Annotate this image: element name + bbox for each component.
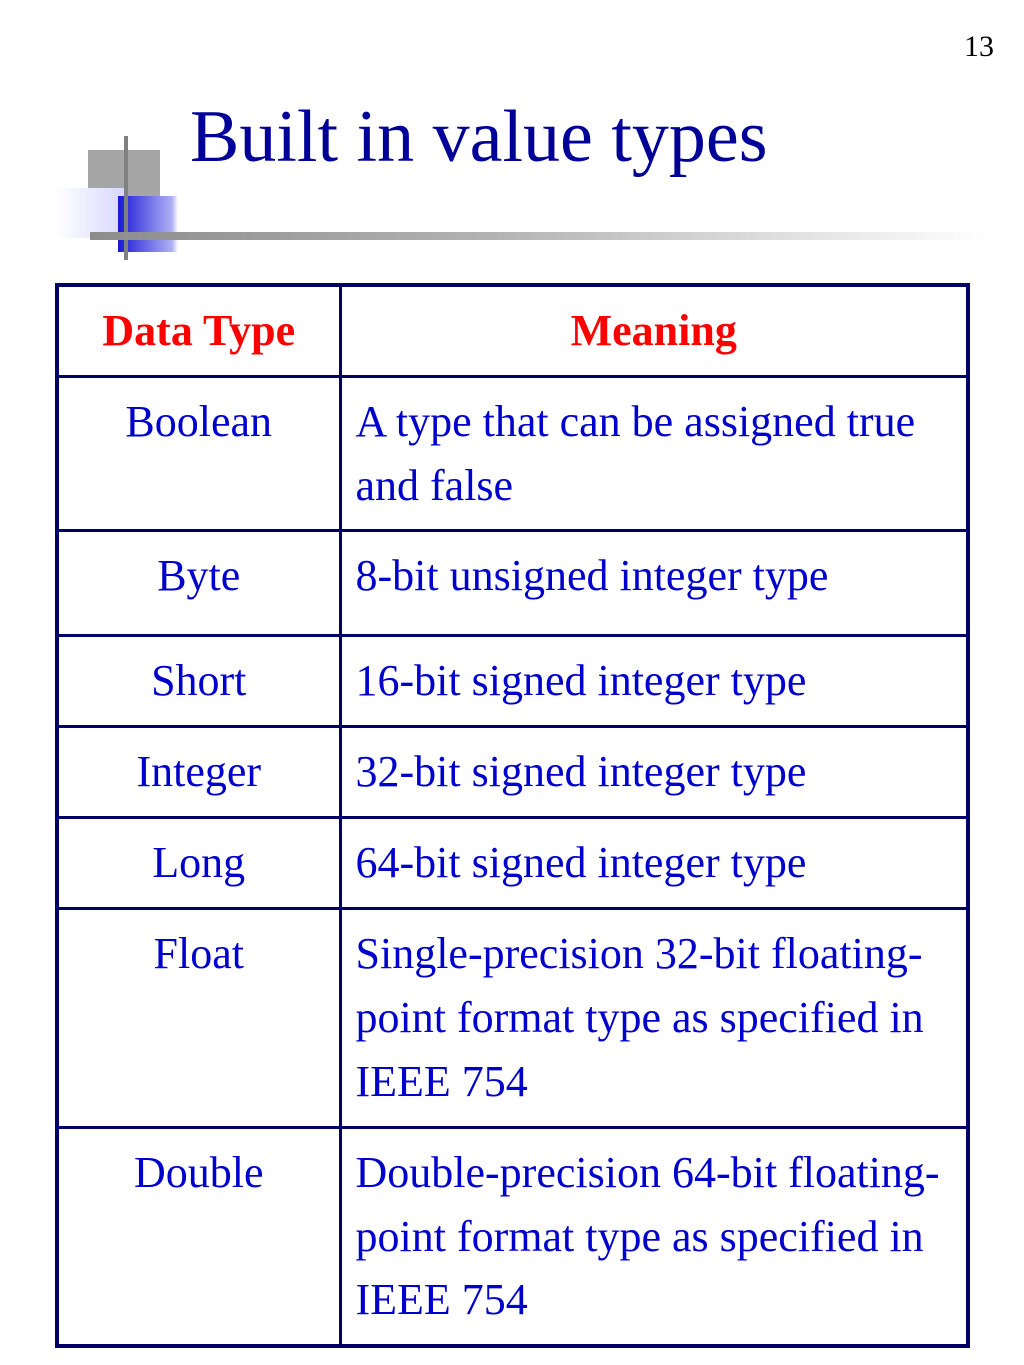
type-cell: Double (57, 1127, 340, 1346)
table-header-row (57, 285, 968, 376)
type-cell: Short (57, 636, 340, 727)
table-row-byte (57, 531, 968, 636)
type-cell: Boolean (57, 376, 340, 531)
type-cell: Float (57, 909, 340, 1127)
title-underline (90, 232, 990, 240)
title-decoration-vertical-line (124, 136, 128, 260)
type-cell: Integer (57, 727, 340, 818)
slide-title: Built in value types (190, 96, 768, 178)
type-cell: Byte (57, 531, 340, 636)
table-row-boolean (57, 376, 968, 531)
meaning-cell: 64-bit signed integer type (340, 818, 968, 909)
meaning-cell: 8-bit unsigned integer type (340, 531, 968, 636)
table-row-short (57, 636, 968, 727)
table-row-integer (57, 727, 968, 818)
meaning-cell: 32-bit signed integer type (340, 727, 968, 818)
table-row-double (57, 1127, 968, 1346)
table-row-float (57, 909, 968, 1127)
table-row-long (57, 818, 968, 909)
header-data-type: Data Type (57, 285, 340, 376)
value-types-table (55, 283, 970, 1348)
title-decoration-light-square (56, 188, 126, 238)
page-number: 13 (964, 30, 994, 63)
meaning-cell: 16-bit signed integer type (340, 636, 968, 727)
header-meaning: Meaning (340, 285, 968, 376)
meaning-cell: Single-precision 32-bit floating-point format type as specified in IEEE 754 (340, 909, 968, 1127)
type-cell: Long (57, 818, 340, 909)
meaning-cell: Double-precision 64-bit floating-point format type as specified in IEEE 754 (340, 1127, 968, 1346)
meaning-cell: A type that can be assigned true and false (340, 376, 968, 531)
